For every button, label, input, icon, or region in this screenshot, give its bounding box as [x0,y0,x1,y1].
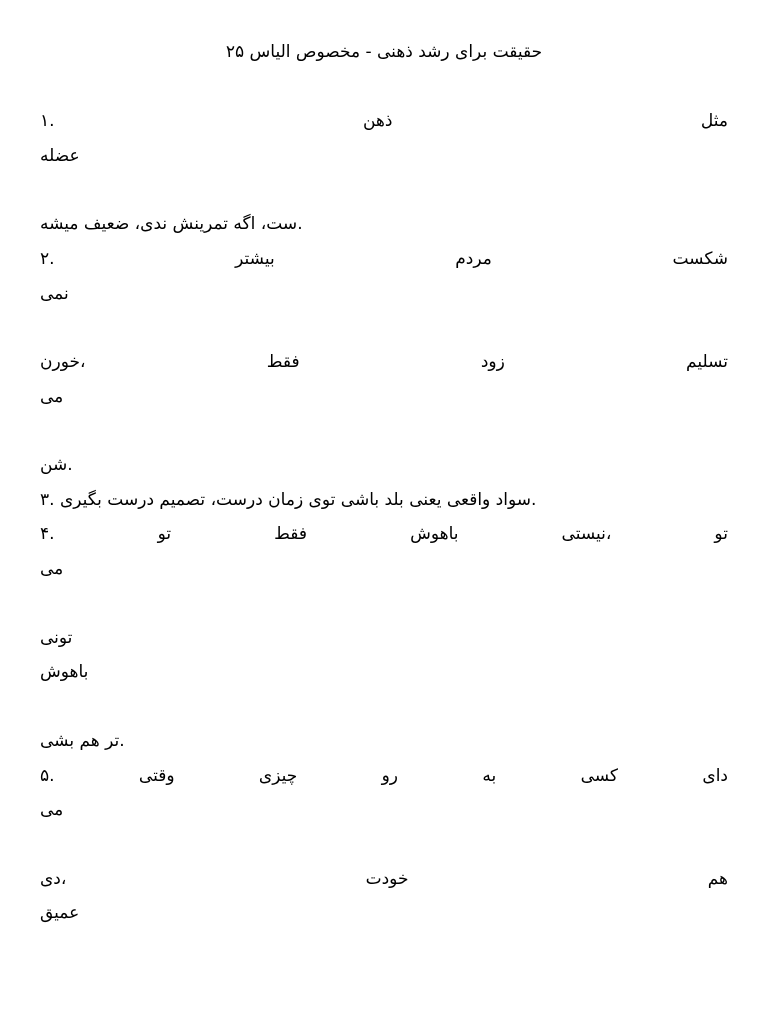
word: چیزی [258,766,298,786]
word: وقتی [138,766,175,786]
text-line-1 [40,109,728,133]
word: خودت [365,869,409,889]
text-line-13 [40,660,728,684]
text-line-12 [40,626,728,650]
word: ۱. [40,111,55,131]
text-line-16 [40,798,728,822]
word: نمی [40,284,69,304]
word: نیستی، [561,524,612,544]
text-line-5 [40,282,728,306]
word: تسلیم [686,352,728,372]
word: فقط [274,524,308,544]
word: شکست [672,249,728,269]
word: باهوش [40,662,89,682]
word: کسی [580,766,619,786]
word: ذهن [362,111,393,131]
text-line-11 [40,557,728,581]
word: به [482,766,497,786]
word: باهوش [410,524,459,544]
word: دای [702,766,728,786]
word: تر هم بشی. [40,731,125,751]
word: شن. [40,455,73,475]
text-line-6 [40,350,728,374]
word: مثل [700,111,728,131]
text-line-7 [40,385,728,409]
text-line-14 [40,729,728,753]
word: ۴. [40,524,55,544]
text-line-2 [40,144,728,168]
word: ۳. سواد واقعی یعنی بلد باشی توی زمان درست، تصمیم درست بگیری. [40,490,537,510]
word: بیشتر [235,249,275,269]
word: تو [714,524,728,544]
word: ۲. [40,249,55,269]
word: می [40,800,64,820]
text-line-10 [40,522,728,546]
text-line-8 [40,453,728,477]
word: عضله [40,146,80,166]
word: ۵. [40,766,55,786]
word: می [40,387,64,407]
text-line-9 [40,488,728,512]
word: عمیق [40,903,80,923]
word: خورن، [40,352,86,372]
word: تونی [40,628,73,648]
word: زود [480,352,505,372]
word: هم [707,869,728,889]
text-line-4 [40,247,728,271]
word: فقط [266,352,300,372]
text-line-15 [40,764,728,788]
word: می [40,559,64,579]
text-line-17 [40,867,728,891]
word: ست، اگه تمرینش ندی، ضعیف میشه. [40,214,303,234]
word: تو [157,524,172,544]
page-title: ۲۵ حقیقت برای رشد ذهنی - مخصوص الیاس [225,42,543,62]
word: مردم [455,249,492,269]
text-line-3 [40,212,728,236]
text-line-18 [40,901,728,925]
word: رو [381,766,399,786]
word: دی، [40,869,67,889]
